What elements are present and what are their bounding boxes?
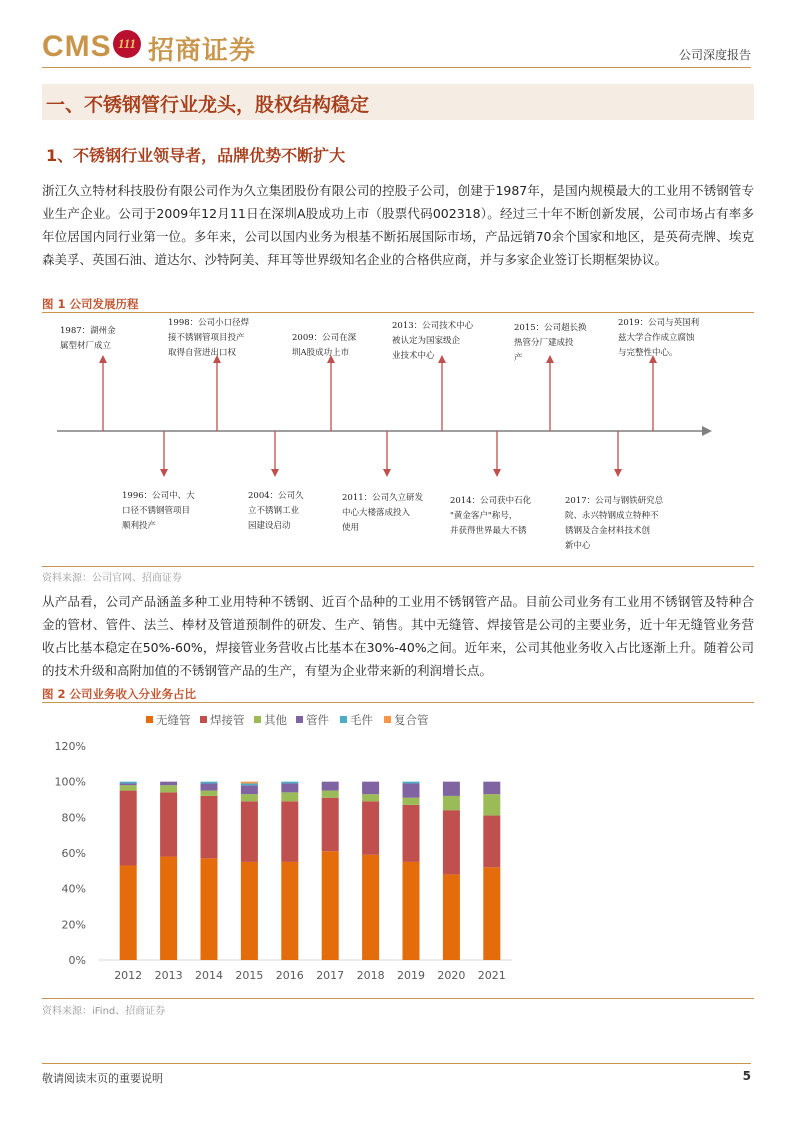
event-2015: 2015：公司超长换 热管分厂建成投 产	[514, 323, 587, 363]
bar-其他-2013	[160, 785, 177, 792]
bar-焊接管-2020	[443, 810, 460, 874]
bar-无缝管-2015	[241, 862, 258, 960]
timeline-ticks-up	[99, 355, 657, 431]
legend-label: 焊接管	[210, 713, 245, 727]
event-1996: 1996：公司中、大 口径不锈钢管项目 顺利投产	[122, 491, 195, 531]
figure2-title: 图 2 公司业务收入分业务占比	[42, 687, 197, 701]
bar-管件-2019	[403, 783, 420, 797]
bar-无缝管-2016	[281, 862, 298, 960]
y-tick-label: 60%	[61, 847, 86, 860]
figure1-bottom-rule	[42, 566, 754, 567]
bar-管件-2013	[160, 782, 177, 786]
bar-其他-2020	[443, 796, 460, 810]
tick-1987-head	[99, 355, 107, 363]
bar-管件-2015	[241, 785, 258, 794]
bar-毛件-2014	[201, 782, 218, 784]
y-tick-label: 120%	[54, 740, 86, 753]
bar-管件-2017	[322, 782, 339, 791]
bar-无缝管-2014	[201, 858, 218, 960]
x-tick-label: 2021	[477, 969, 506, 982]
y-tick-label: 20%	[61, 918, 86, 932]
logo-badge-icon: 111	[113, 30, 141, 58]
bar-焊接管-2015	[241, 801, 258, 862]
bar-焊接管-2019	[403, 805, 420, 862]
y-tick-label: 80%	[61, 811, 86, 825]
bar-焊接管-2021	[483, 816, 500, 868]
x-tick-label: 2016	[275, 969, 304, 982]
logo-company-name: 招商证券	[148, 36, 257, 66]
event-2017: 2017：公司与钢铁研究总 院、永兴特钢成立特种不 锈钢及合金材料技术创 新中心	[565, 496, 664, 551]
bar-其他-2012	[120, 785, 137, 790]
subsection-title: 1、不锈钢行业领导者，品牌优势不断扩大	[46, 146, 346, 165]
event-2019: 2019：公司与英国利 兹大学合作成立腐蚀 与完整性中心。	[618, 318, 700, 358]
event-1987: 1987：湖州金 属型材厂成立	[60, 326, 116, 351]
x-tick-label: 2014	[195, 969, 223, 982]
paragraph-company-intro: 浙江久立特材科技股份有限公司作为久立集团股份有限公司的控股子公司，创建于1987年，是国内规模最大的工业用不锈钢管专业生产企业。公司于2009年12月11日在深圳A股成功上市（股票代码002318）。经过三十年不断创新发展，公司市场占有率多年位居国内同行业第一位。多年来，公司以国内业务为根基不断拓展国际市场，产品远销70余个国家和地区，是英荷壳牌、埃克森美孚、英国石油、道达尔、沙特阿美、拜耳等世界级知名企业的合格供应商，并与多家企业签订长期框架协议。	[42, 183, 754, 267]
tick-2004-head	[271, 469, 279, 477]
x-tick-label: 2012	[114, 969, 143, 982]
figure2-bottom-rule	[42, 998, 754, 999]
tick-2017-head	[614, 469, 622, 477]
header-rule	[42, 67, 751, 68]
bar-复合管-2015	[241, 782, 258, 784]
x-tick-label: 2018	[356, 969, 385, 982]
legend-label: 管件	[306, 713, 329, 727]
x-tick-label: 2013	[154, 969, 183, 982]
bar-焊接管-2017	[322, 798, 339, 852]
bar-其他-2018	[362, 794, 379, 801]
figure2-source: 资料来源：iFind、招商证券	[42, 1006, 166, 1017]
x-tick-label: 2015	[235, 969, 264, 982]
tick-2014-head	[493, 469, 501, 477]
bar-无缝管-2012	[120, 865, 137, 960]
bar-管件-2021	[483, 782, 500, 794]
bar-其他-2016	[281, 792, 298, 801]
bar-焊接管-2012	[120, 791, 137, 866]
bar-焊接管-2016	[281, 801, 298, 862]
event-2011: 2011：公司久立研发 中心大楼落成投入 使用	[342, 493, 424, 533]
legend-label: 复合管	[394, 713, 429, 727]
figure2-top-rule	[42, 702, 754, 703]
tick-2011-head	[383, 469, 391, 477]
x-tick-label: 2019	[397, 969, 425, 982]
bar-无缝管-2013	[160, 857, 177, 960]
bar-焊接管-2014	[201, 796, 218, 858]
figure1-source: 资料来源：公司官网、招商证券	[42, 573, 182, 584]
bar-其他-2021	[483, 794, 500, 815]
y-tick-label: 0%	[68, 954, 86, 967]
stacked-bar-chart	[42, 704, 754, 996]
section-title: 一、不锈钢管行业龙头，股权结构稳定	[46, 94, 370, 116]
paragraph-products: 从产品看，公司产品涵盖多种工业用特种不锈钢、近百个品种的工业用不锈钢管产品。目前公司业务有工业用不锈钢管及特种合金的管材、管件、法兰、棒材及管道预制件的研发、生产、销售。其中无缝管、焊接管是公司的主要业务，近十年无缝管业务营收占比基本稳定在50%-60%，焊接管业务营收占比基本在30%-40%之间。近年来，公司其他业务收入占比逐渐上升。随着公司的技术升级和高附加值的不锈钢管产品的生产，有望为企业带来新的利润增长点。	[42, 594, 754, 678]
bar-无缝管-2019	[403, 862, 420, 960]
event-2013: 2013：公司技术中心 被认定为国家级企 业技术中心	[392, 321, 474, 361]
bar-无缝管-2017	[322, 851, 339, 960]
logo-cms: CMS	[42, 30, 112, 63]
bar-无缝管-2021	[483, 867, 500, 960]
chart-container	[42, 704, 754, 996]
legend-label: 无缝管	[156, 713, 191, 727]
event-1998: 1998：公司小口径焊 接不锈钢管项目投产 取得自营进出口权	[168, 318, 250, 358]
bar-无缝管-2020	[443, 874, 460, 960]
bar-其他-2019	[403, 798, 420, 805]
timeline-diagram	[42, 313, 754, 563]
bar-无缝管-2018	[362, 855, 379, 960]
legend-label: 其他	[264, 713, 287, 727]
timeline-ticks-down	[160, 431, 622, 477]
page-number: 5	[742, 1069, 751, 1083]
legend-label: 毛件	[350, 713, 373, 727]
x-tick-label: 2017	[316, 969, 345, 982]
figure1-title: 图 1 公司发展历程	[42, 297, 139, 311]
bar-管件-2014	[201, 783, 218, 790]
bar-其他-2014	[201, 791, 218, 796]
bar-毛件-2016	[281, 782, 298, 784]
bar-其他-2015	[241, 794, 258, 801]
y-tick-label: 100%	[54, 775, 86, 789]
event-2014: 2014：公司获中石化 "黄金客户"称号， 并获得世界最大不锈	[450, 496, 532, 536]
bar-管件-2012	[120, 783, 137, 785]
event-2004: 2004：公司久 立不锈钢工业 园建设启动	[248, 491, 304, 531]
bar-管件-2018	[362, 782, 379, 794]
x-tick-label: 2020	[437, 969, 466, 982]
bar-焊接管-2013	[160, 792, 177, 856]
bar-管件-2020	[443, 782, 460, 796]
document-type: 公司深度报告	[678, 48, 751, 62]
bar-管件-2016	[281, 783, 298, 792]
footer-note: 敬请阅读末页的重要说明	[42, 1072, 163, 1085]
tick-1996-head	[160, 469, 168, 477]
bar-毛件-2015	[241, 783, 258, 785]
bar-焊接管-2018	[362, 801, 379, 855]
timeline-arrow-head	[702, 426, 712, 436]
footer-rule	[42, 1063, 751, 1064]
bar-毛件-2012	[120, 782, 137, 784]
bar-其他-2017	[322, 791, 339, 798]
bar-毛件-2019	[403, 782, 420, 784]
event-2009: 2009：公司在深 圳A股成功上市	[292, 333, 357, 358]
y-tick-label: 40%	[61, 882, 86, 896]
